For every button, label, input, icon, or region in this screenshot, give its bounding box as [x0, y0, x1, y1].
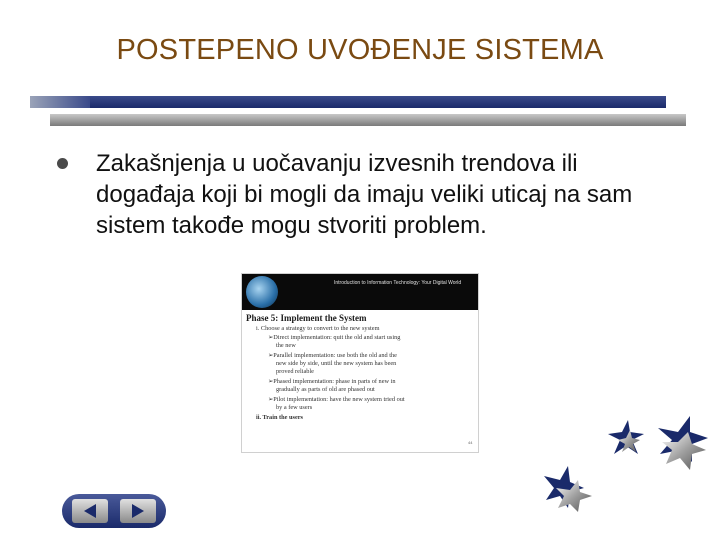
inset-line: new side by side, until the new system has been [276, 360, 397, 367]
inset-line: ➢Phased implementation: phase in parts of new in [268, 378, 396, 385]
inset-line: proved reliable [276, 368, 314, 375]
inset-line: the new [276, 342, 296, 349]
right-arrow-icon [120, 499, 156, 523]
inset-line: ➢Parallel implementation: use both the old and the [268, 352, 397, 359]
embedded-slide-image [242, 274, 478, 452]
next-slide-button[interactable] [120, 499, 156, 523]
inset-header-text: Introduction to Information Technology: Your Digital World [334, 280, 462, 286]
decorative-stars [540, 410, 710, 520]
left-arrow-icon [72, 499, 108, 523]
inset-line: ➢Direct implementation: quit the old and start using [268, 334, 401, 341]
inset-line: ➢Pilot implementation: have the new system tried out [268, 396, 405, 403]
inset-line: i. Choose a strategy to convert to the new system [256, 325, 380, 332]
inset-header [242, 274, 478, 310]
slide-navigation [62, 494, 166, 528]
inset-line: ii. Train the users [256, 414, 303, 421]
inset-line: gradually as parts of old are phased out [276, 386, 375, 393]
bullet-text: Zakašnjenja u uočavanju izvesnih trendova ili događaja koji bi mogli da imaju veliki uticaj na sam sistem takođe mogu stvoriti problem. [96, 150, 633, 239]
bottom-divider-bar [50, 114, 686, 126]
inset-line: by a few users [276, 404, 313, 411]
inset-page-number: 44 [468, 440, 473, 445]
disc-logo-icon [246, 276, 278, 308]
inset-phase-heading: Phase 5: Implement the System [246, 313, 367, 323]
previous-slide-button[interactable] [72, 499, 108, 523]
bullet-icon [57, 158, 68, 169]
top-divider-bar [30, 96, 666, 108]
slide-title: POSTEPENO UVOĐENJE SISTEMA [116, 34, 604, 66]
